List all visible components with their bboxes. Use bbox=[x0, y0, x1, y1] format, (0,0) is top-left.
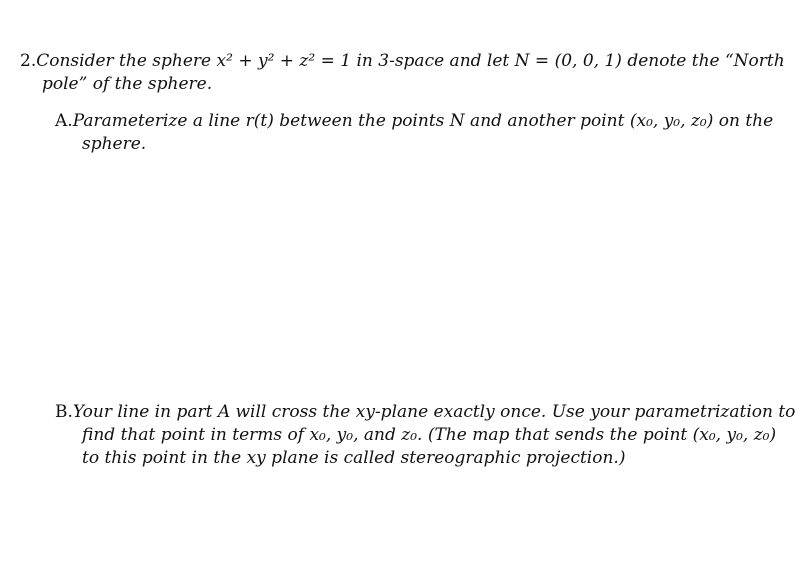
problem-number: 2. bbox=[20, 51, 37, 71]
part-b-label: B. bbox=[55, 402, 73, 422]
part-a-label: A. bbox=[55, 111, 73, 131]
part-b-text-line-3: to this point in the xy plane is called stereographic projection.) bbox=[82, 448, 626, 468]
part-b-text-line-1: Your line in part A will cross the xy-plane exactly once. Use your parametrization to bbox=[72, 402, 796, 422]
part-b-line-3 bbox=[55, 447, 755, 470]
problem-statement-line-1: Consider the sphere x² + y² + z² = 1 in 3-space and let N = (0, 0, 1) denote the “North bbox=[36, 51, 785, 71]
problem-2 bbox=[20, 50, 785, 96]
part-a-text-line-2: sphere. bbox=[82, 134, 147, 154]
problem-2-line-1 bbox=[20, 50, 785, 73]
part-a-line-1 bbox=[55, 110, 774, 133]
part-b bbox=[55, 401, 796, 470]
problem-2-line-2 bbox=[20, 73, 755, 96]
part-b-line-2 bbox=[55, 424, 777, 447]
part-a-line-2 bbox=[55, 133, 755, 156]
part-b-line-1 bbox=[55, 401, 796, 424]
part-a bbox=[55, 110, 774, 156]
part-b-text-line-2: find that point in terms of x₀, y₀, and z₀. (The map that sends the point (x₀, y₀, z₀) bbox=[82, 425, 777, 445]
problem-statement-line-2: pole” of the sphere. bbox=[42, 74, 213, 94]
part-a-text-line-1: Parameterize a line r(t) between the points N and another point (x₀, y₀, z₀) on the bbox=[72, 111, 774, 131]
